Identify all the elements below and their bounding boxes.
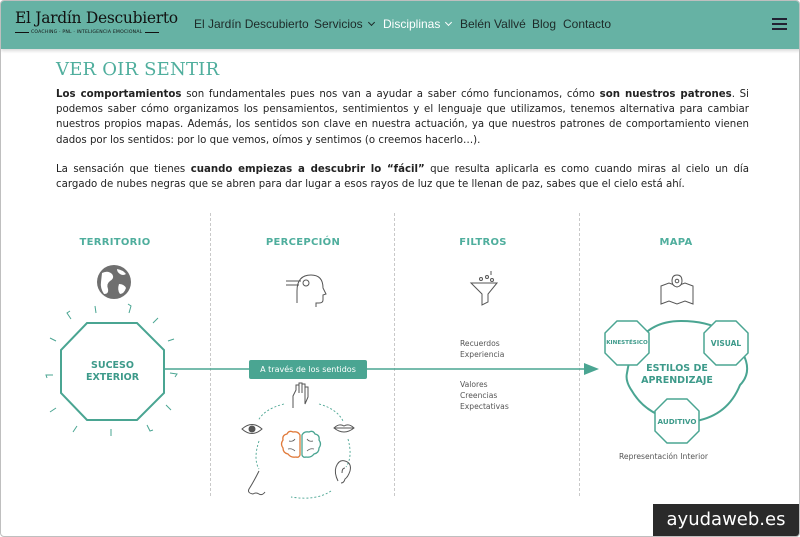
auditivo-label: AUDITIVO xyxy=(657,417,697,426)
nav-label: Blog xyxy=(532,17,557,31)
nav-label: Disciplinas xyxy=(383,17,441,31)
funnel-icon xyxy=(471,271,497,305)
filter-item: Valores xyxy=(460,380,488,389)
nose-icon xyxy=(249,471,266,495)
globe-icon xyxy=(97,265,131,299)
suceso-exterior-label xyxy=(75,360,150,384)
senses-pill: A través de los sentidos xyxy=(249,360,367,379)
arrow-head-icon xyxy=(584,363,599,375)
estilos-line: ESTILOS DE xyxy=(646,363,708,374)
estilos-aprendizaje-label xyxy=(631,363,723,387)
suceso-line: SUCESO xyxy=(91,360,134,371)
kinestesico-label: KINESTÉSICO xyxy=(606,340,648,346)
nav-label: Contacto xyxy=(563,17,612,31)
watermark: ayudaweb.es xyxy=(653,504,799,536)
body-text: son fundamentales pues nos van a ayudar a saber cómo funcionamos, cómo xyxy=(181,89,600,100)
filter-item: Experiencia xyxy=(460,350,505,359)
head-thought-icon xyxy=(286,275,326,307)
senses-cycle xyxy=(256,404,350,498)
filtros-lower-list xyxy=(460,379,509,412)
body-text: La sensación que tienes xyxy=(56,164,191,175)
column-title-percepcion: PERCEPCIÓN xyxy=(265,237,341,248)
bold-text: cuando empiezas a descubrir lo “fácil” xyxy=(190,164,425,175)
column-title-filtros: FILTROS xyxy=(459,237,507,248)
representacion-interior-label: Representación Interior xyxy=(619,452,708,461)
nav-label: Belén Vallvé xyxy=(460,17,526,31)
bold-text: Los comportamientos xyxy=(56,89,182,100)
brain-icon xyxy=(282,431,321,457)
column-title-territorio: TERRITORIO xyxy=(79,237,151,248)
estilos-line: APRENDIZAJE xyxy=(641,375,713,386)
filter-item: Creencias xyxy=(460,391,498,400)
page-title: VER OIR SENTIR xyxy=(56,59,220,80)
column-title-mapa: MAPA xyxy=(659,237,693,248)
filter-item: Recuerdos xyxy=(460,339,500,348)
logo-subtitle: COACHING · PNL · INTELIGENCIA EMOCIONAL xyxy=(31,30,143,35)
eye-icon xyxy=(242,425,262,434)
logo-title: El Jardín Descubierto xyxy=(15,9,178,27)
visual-label: VISUAL xyxy=(710,339,742,348)
nav-label: El Jardín Descubierto xyxy=(194,17,309,31)
body-text: que resulta aplicarla es como cuando miras al cielo un día cargado de nubes negras que se abren para dar lugar a esos rayos de luz que te llenan de paz, sabes que el cielo está ahí. xyxy=(56,164,749,191)
filtros-upper-list xyxy=(460,338,504,360)
map-pin-icon xyxy=(661,275,693,304)
bold-text: son nuestros patrones xyxy=(599,89,732,100)
nav-label: Servicios xyxy=(314,17,363,31)
filter-item: Expectativas xyxy=(460,402,509,411)
suceso-line: EXTERIOR xyxy=(85,372,140,383)
hand-icon xyxy=(293,383,308,408)
lips-icon xyxy=(334,425,354,432)
body-text: . Si podemos saber cómo organizamos los pensamientos, sentimientos y el lenguaje que utilizamos, tenemos alternativa para cambiar nuestros propios mapas. Además, los sentidos son clave en nuestra actuación, ya que nuestros patrones de comportamiento vienen dados por los sentidos: por lo que vemos, oímos y sentimos (o creemos hacerlo…). xyxy=(56,89,749,146)
